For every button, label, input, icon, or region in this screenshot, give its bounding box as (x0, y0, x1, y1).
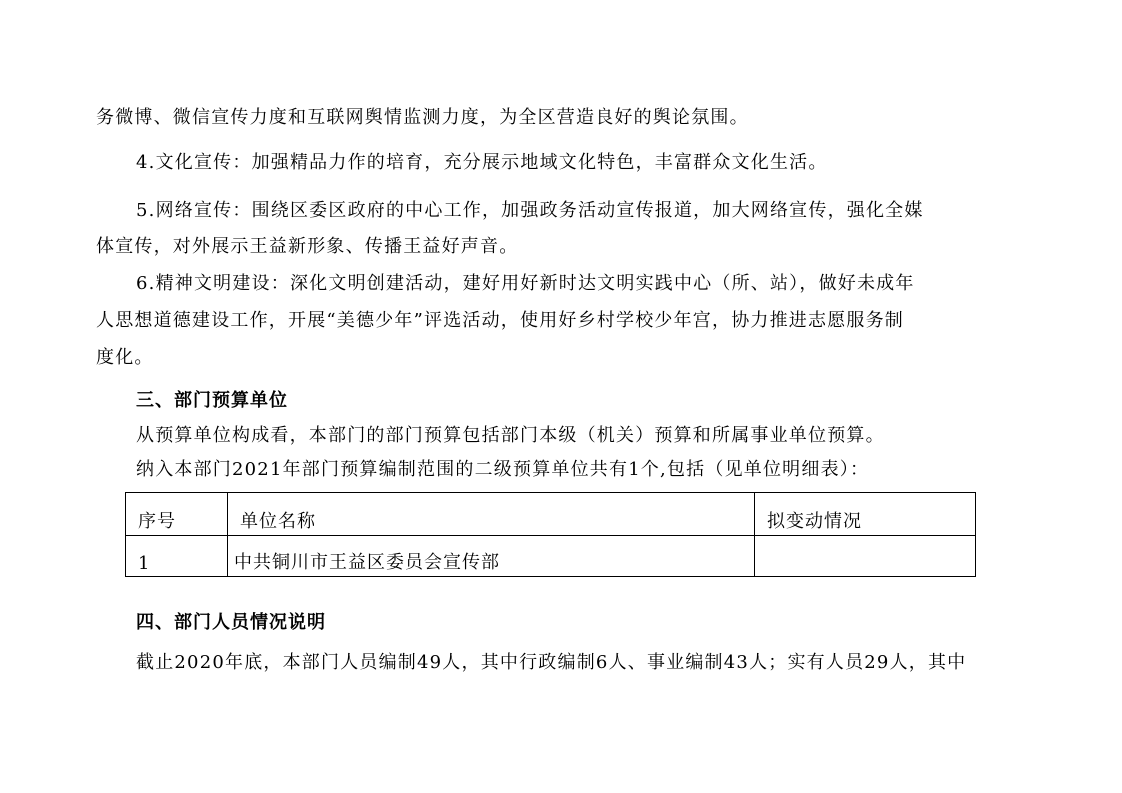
paragraph-network-propaganda-line2: 体宣传，对外展示王益新形象、传播王益好声音。 (96, 236, 519, 257)
header-change-status: 拟变动情况 (755, 493, 976, 536)
paragraph-network-propaganda-line1: 5.网络宣传：围绕区委区政府的中心工作，加强政务活动宣传报道，加大网络宣传，强化全媒 (136, 200, 924, 221)
header-index: 序号 (126, 493, 228, 536)
header-unit-name: 单位名称 (228, 493, 755, 536)
cell-change-status (755, 536, 976, 577)
cell-unit-name: 中共铜川市王益区委员会宣传部 (228, 536, 755, 577)
cell-index: 1 (126, 536, 228, 577)
table-header-row (126, 493, 976, 536)
table-row (126, 536, 976, 577)
section3-line2: 纳入本部门2021年部门预算编制范围的二级预算单位共有1个,包括（见单位明细表）： (136, 459, 870, 480)
paragraph-civilization-line2: 人思想道德建设工作，开展“美德少年”评选活动，使用好乡村学校少年宫，协力推进志愿服务制 (96, 310, 904, 331)
paragraph-civilization-line3: 度化。 (96, 347, 154, 368)
section3-line1: 从预算单位构成看，本部门的部门预算包括部门本级（机关）预算和所属事业单位预算。 (136, 425, 885, 446)
paragraph-propaganda-continued: 务微博、微信宣传力度和互联网舆情监测力度，为全区营造良好的舆论氛围。 (96, 107, 749, 128)
section4-line1: 截止2020年底，本部门人员编制49人，其中行政编制6人、事业编制43人；实有人员29人，其中 (136, 652, 967, 673)
budget-units-table (125, 492, 976, 577)
section4-heading: 四、部门人员情况说明 (136, 612, 326, 633)
section3-heading: 三、部门预算单位 (136, 390, 288, 411)
paragraph-culture-propaganda: 4.文化宣传：加强精品力作的培育，充分展示地域文化特色，丰富群众文化生活。 (136, 152, 828, 173)
paragraph-civilization-line1: 6.精神文明建设：深化文明创建活动，建好用好新时达文明实践中心（所、站），做好未成年 (136, 273, 915, 294)
